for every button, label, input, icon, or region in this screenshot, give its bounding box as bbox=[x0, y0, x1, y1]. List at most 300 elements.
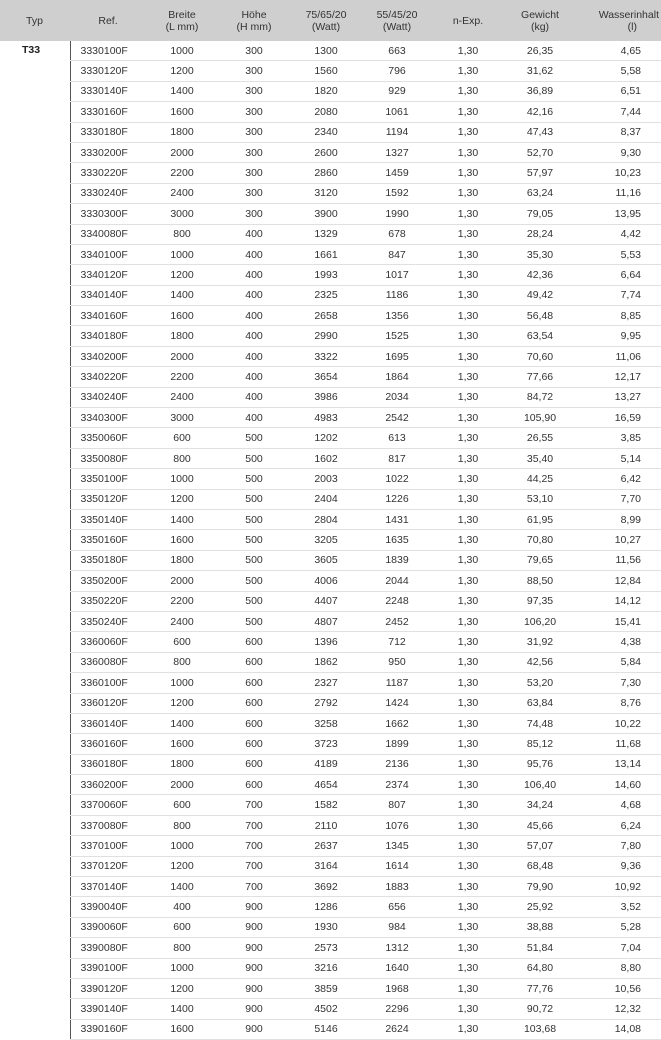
header-gewicht bbox=[504, 0, 576, 41]
breite-cell: 1400 bbox=[146, 81, 218, 101]
ref-cell: 3330220F bbox=[70, 163, 146, 183]
breite-cell: 800 bbox=[146, 938, 218, 958]
n-exp-cell: 1,30 bbox=[432, 550, 504, 570]
output-55-cell: 1186 bbox=[362, 285, 432, 305]
output-55-cell: 1345 bbox=[362, 836, 432, 856]
output-55-cell: 712 bbox=[362, 632, 432, 652]
hoehe-cell: 600 bbox=[218, 652, 290, 672]
output-75-cell: 2327 bbox=[290, 673, 362, 693]
ref-cell: 3390040F bbox=[70, 897, 146, 917]
breite-cell: 800 bbox=[146, 652, 218, 672]
output-75-cell: 3258 bbox=[290, 713, 362, 733]
output-75-cell: 4189 bbox=[290, 754, 362, 774]
hoehe-cell: 500 bbox=[218, 591, 290, 611]
output-75-cell: 1396 bbox=[290, 632, 362, 652]
table-row bbox=[0, 204, 661, 224]
header-ref-label: Ref. bbox=[98, 14, 118, 27]
header-wasserinhalt-unit: (l) bbox=[627, 20, 637, 33]
gewicht-cell: 88,50 bbox=[504, 571, 576, 591]
gewicht-cell: 77,76 bbox=[504, 978, 576, 998]
hoehe-cell: 400 bbox=[218, 326, 290, 346]
table-row bbox=[0, 836, 661, 856]
wasserinhalt-cell: 11,68 bbox=[576, 734, 661, 754]
ref-cell: 3350100F bbox=[70, 469, 146, 489]
breite-cell: 800 bbox=[146, 224, 218, 244]
gewicht-cell: 64,80 bbox=[504, 958, 576, 978]
table-row bbox=[0, 530, 661, 550]
output-75-cell: 3859 bbox=[290, 978, 362, 998]
hoehe-cell: 300 bbox=[218, 61, 290, 81]
ref-cell: 3350220F bbox=[70, 591, 146, 611]
wasserinhalt-cell: 5,84 bbox=[576, 652, 661, 672]
header-gewicht-label: Gewicht bbox=[521, 8, 559, 21]
output-55-cell: 1899 bbox=[362, 734, 432, 754]
hoehe-cell: 900 bbox=[218, 958, 290, 978]
ref-cell: 3340160F bbox=[70, 306, 146, 326]
output-75-cell: 2990 bbox=[290, 326, 362, 346]
table-body bbox=[0, 41, 661, 1040]
output-75-cell: 3986 bbox=[290, 387, 362, 407]
table-row bbox=[0, 367, 661, 387]
wasserinhalt-cell: 10,92 bbox=[576, 877, 661, 897]
n-exp-cell: 1,30 bbox=[432, 938, 504, 958]
hoehe-cell: 500 bbox=[218, 530, 290, 550]
wasserinhalt-cell: 14,12 bbox=[576, 591, 661, 611]
table-row bbox=[0, 795, 661, 815]
table-row bbox=[0, 550, 661, 570]
breite-cell: 2400 bbox=[146, 183, 218, 203]
hoehe-cell: 700 bbox=[218, 856, 290, 876]
hoehe-cell: 400 bbox=[218, 306, 290, 326]
output-75-cell: 4502 bbox=[290, 999, 362, 1019]
breite-cell: 1600 bbox=[146, 1019, 218, 1039]
ref-cell: 3340200F bbox=[70, 346, 146, 366]
gewicht-cell: 35,40 bbox=[504, 448, 576, 468]
n-exp-cell: 1,30 bbox=[432, 652, 504, 672]
output-75-cell: 3205 bbox=[290, 530, 362, 550]
gewicht-cell: 79,65 bbox=[504, 550, 576, 570]
wasserinhalt-cell: 8,80 bbox=[576, 958, 661, 978]
hoehe-cell: 900 bbox=[218, 897, 290, 917]
n-exp-cell: 1,30 bbox=[432, 917, 504, 937]
gewicht-cell: 47,43 bbox=[504, 122, 576, 142]
wasserinhalt-cell: 7,44 bbox=[576, 102, 661, 122]
output-55-cell: 2248 bbox=[362, 591, 432, 611]
gewicht-cell: 103,68 bbox=[504, 1019, 576, 1039]
gewicht-cell: 42,56 bbox=[504, 652, 576, 672]
breite-cell: 600 bbox=[146, 795, 218, 815]
output-75-cell: 4407 bbox=[290, 591, 362, 611]
table-row bbox=[0, 958, 661, 978]
gewicht-cell: 57,97 bbox=[504, 163, 576, 183]
ref-cell: 3390160F bbox=[70, 1019, 146, 1039]
header-typ-label: Typ bbox=[26, 14, 43, 27]
output-75-cell: 1329 bbox=[290, 224, 362, 244]
output-55-cell: 2542 bbox=[362, 408, 432, 428]
output-75-cell: 3216 bbox=[290, 958, 362, 978]
output-55-cell: 984 bbox=[362, 917, 432, 937]
gewicht-cell: 106,20 bbox=[504, 611, 576, 631]
gewicht-cell: 31,92 bbox=[504, 632, 576, 652]
ref-cell: 3330120F bbox=[70, 61, 146, 81]
output-75-cell: 2658 bbox=[290, 306, 362, 326]
breite-cell: 2200 bbox=[146, 163, 218, 183]
wasserinhalt-cell: 14,60 bbox=[576, 775, 661, 795]
breite-cell: 3000 bbox=[146, 408, 218, 428]
n-exp-cell: 1,30 bbox=[432, 877, 504, 897]
hoehe-cell: 500 bbox=[218, 550, 290, 570]
header-output-75-unit: (Watt) bbox=[311, 20, 341, 33]
hoehe-cell: 500 bbox=[218, 611, 290, 631]
hoehe-cell: 400 bbox=[218, 265, 290, 285]
gewicht-cell: 84,72 bbox=[504, 387, 576, 407]
n-exp-cell: 1,30 bbox=[432, 795, 504, 815]
n-exp-cell: 1,30 bbox=[432, 591, 504, 611]
ref-cell: 3370100F bbox=[70, 836, 146, 856]
table-row bbox=[0, 917, 661, 937]
hoehe-cell: 300 bbox=[218, 183, 290, 203]
n-exp-cell: 1,30 bbox=[432, 61, 504, 81]
n-exp-cell: 1,30 bbox=[432, 387, 504, 407]
table-row bbox=[0, 183, 661, 203]
ref-cell: 3390120F bbox=[70, 978, 146, 998]
header-output-55-unit: (Watt) bbox=[382, 20, 412, 33]
hoehe-cell: 300 bbox=[218, 41, 290, 61]
output-75-cell: 3164 bbox=[290, 856, 362, 876]
output-55-cell: 1312 bbox=[362, 938, 432, 958]
header-breite-unit: (L mm) bbox=[165, 20, 199, 33]
n-exp-cell: 1,30 bbox=[432, 163, 504, 183]
header-gewicht-unit: (kg) bbox=[530, 20, 550, 33]
wasserinhalt-cell: 5,28 bbox=[576, 917, 661, 937]
n-exp-cell: 1,30 bbox=[432, 306, 504, 326]
ref-cell: 3340140F bbox=[70, 285, 146, 305]
table-row bbox=[0, 244, 661, 264]
ref-cell: 3350180F bbox=[70, 550, 146, 570]
ref-cell: 3330140F bbox=[70, 81, 146, 101]
gewicht-cell: 53,10 bbox=[504, 489, 576, 509]
output-55-cell: 1356 bbox=[362, 306, 432, 326]
output-75-cell: 1560 bbox=[290, 61, 362, 81]
gewicht-cell: 28,24 bbox=[504, 224, 576, 244]
gewicht-cell: 70,80 bbox=[504, 530, 576, 550]
ref-cell: 3330180F bbox=[70, 122, 146, 142]
output-75-cell: 2792 bbox=[290, 693, 362, 713]
gewicht-cell: 68,48 bbox=[504, 856, 576, 876]
output-75-cell: 4983 bbox=[290, 408, 362, 428]
output-55-cell: 950 bbox=[362, 652, 432, 672]
hoehe-cell: 500 bbox=[218, 489, 290, 509]
output-75-cell: 2110 bbox=[290, 815, 362, 835]
wasserinhalt-cell: 10,23 bbox=[576, 163, 661, 183]
gewicht-cell: 63,24 bbox=[504, 183, 576, 203]
output-55-cell: 1187 bbox=[362, 673, 432, 693]
output-75-cell: 1820 bbox=[290, 81, 362, 101]
gewicht-cell: 61,95 bbox=[504, 509, 576, 529]
n-exp-cell: 1,30 bbox=[432, 265, 504, 285]
wasserinhalt-cell: 6,51 bbox=[576, 81, 661, 101]
ref-cell: 3340240F bbox=[70, 387, 146, 407]
header-hoehe bbox=[218, 0, 290, 41]
breite-cell: 1600 bbox=[146, 530, 218, 550]
gewicht-cell: 70,60 bbox=[504, 346, 576, 366]
n-exp-cell: 1,30 bbox=[432, 897, 504, 917]
output-75-cell: 2080 bbox=[290, 102, 362, 122]
hoehe-cell: 600 bbox=[218, 713, 290, 733]
ref-cell: 3340220F bbox=[70, 367, 146, 387]
header-ref bbox=[70, 0, 146, 41]
ref-cell: 3350160F bbox=[70, 530, 146, 550]
n-exp-cell: 1,30 bbox=[432, 285, 504, 305]
breite-cell: 1000 bbox=[146, 41, 218, 61]
output-75-cell: 2404 bbox=[290, 489, 362, 509]
n-exp-cell: 1,30 bbox=[432, 530, 504, 550]
n-exp-cell: 1,30 bbox=[432, 489, 504, 509]
header-typ bbox=[0, 0, 70, 41]
table-row bbox=[0, 122, 661, 142]
table-row bbox=[0, 999, 661, 1019]
wasserinhalt-cell: 13,27 bbox=[576, 387, 661, 407]
output-55-cell: 1662 bbox=[362, 713, 432, 733]
ref-cell: 3390080F bbox=[70, 938, 146, 958]
output-75-cell: 1582 bbox=[290, 795, 362, 815]
breite-cell: 1000 bbox=[146, 469, 218, 489]
output-55-cell: 663 bbox=[362, 41, 432, 61]
gewicht-cell: 79,90 bbox=[504, 877, 576, 897]
hoehe-cell: 400 bbox=[218, 367, 290, 387]
hoehe-cell: 300 bbox=[218, 102, 290, 122]
table-row bbox=[0, 142, 661, 162]
ref-cell: 3350200F bbox=[70, 571, 146, 591]
n-exp-cell: 1,30 bbox=[432, 1019, 504, 1039]
wasserinhalt-cell: 7,30 bbox=[576, 673, 661, 693]
table-row bbox=[0, 163, 661, 183]
wasserinhalt-cell: 7,04 bbox=[576, 938, 661, 958]
wasserinhalt-cell: 16,59 bbox=[576, 408, 661, 428]
breite-cell: 1200 bbox=[146, 489, 218, 509]
wasserinhalt-cell: 7,70 bbox=[576, 489, 661, 509]
output-55-cell: 2452 bbox=[362, 611, 432, 631]
n-exp-cell: 1,30 bbox=[432, 367, 504, 387]
table-row bbox=[0, 285, 661, 305]
gewicht-cell: 105,90 bbox=[504, 408, 576, 428]
n-exp-cell: 1,30 bbox=[432, 509, 504, 529]
output-55-cell: 1327 bbox=[362, 142, 432, 162]
output-55-cell: 2374 bbox=[362, 775, 432, 795]
breite-cell: 1400 bbox=[146, 509, 218, 529]
output-75-cell: 4006 bbox=[290, 571, 362, 591]
n-exp-cell: 1,30 bbox=[432, 713, 504, 733]
wasserinhalt-cell: 9,30 bbox=[576, 142, 661, 162]
n-exp-cell: 1,30 bbox=[432, 571, 504, 591]
breite-cell: 800 bbox=[146, 815, 218, 835]
wasserinhalt-cell: 5,14 bbox=[576, 448, 661, 468]
ref-cell: 3370080F bbox=[70, 815, 146, 835]
breite-cell: 1600 bbox=[146, 734, 218, 754]
hoehe-cell: 500 bbox=[218, 571, 290, 591]
table-row bbox=[0, 489, 661, 509]
wasserinhalt-cell: 3,85 bbox=[576, 428, 661, 448]
table-row bbox=[0, 754, 661, 774]
ref-cell: 3330200F bbox=[70, 142, 146, 162]
gewicht-cell: 25,92 bbox=[504, 897, 576, 917]
header-breite bbox=[146, 0, 218, 41]
breite-cell: 1800 bbox=[146, 122, 218, 142]
output-75-cell: 2573 bbox=[290, 938, 362, 958]
header-output-75-label: 75/65/20 bbox=[305, 8, 347, 21]
output-75-cell: 3322 bbox=[290, 346, 362, 366]
header-n-exp-label: n-Exp. bbox=[452, 14, 484, 27]
output-55-cell: 796 bbox=[362, 61, 432, 81]
output-75-cell: 2325 bbox=[290, 285, 362, 305]
output-55-cell: 847 bbox=[362, 244, 432, 264]
ref-cell: 3360180F bbox=[70, 754, 146, 774]
gewicht-cell: 106,40 bbox=[504, 775, 576, 795]
ref-cell: 3370060F bbox=[70, 795, 146, 815]
header-output-75 bbox=[290, 0, 362, 41]
ref-cell: 3340300F bbox=[70, 408, 146, 428]
output-75-cell: 2860 bbox=[290, 163, 362, 183]
gewicht-cell: 79,05 bbox=[504, 204, 576, 224]
breite-cell: 1600 bbox=[146, 306, 218, 326]
wasserinhalt-cell: 6,24 bbox=[576, 815, 661, 835]
gewicht-cell: 42,36 bbox=[504, 265, 576, 285]
output-55-cell: 1635 bbox=[362, 530, 432, 550]
table-row bbox=[0, 387, 661, 407]
output-75-cell: 3120 bbox=[290, 183, 362, 203]
gewicht-cell: 56,48 bbox=[504, 306, 576, 326]
ref-cell: 3360100F bbox=[70, 673, 146, 693]
table-row bbox=[0, 734, 661, 754]
header-hoehe-unit: (H mm) bbox=[236, 20, 272, 33]
output-55-cell: 1022 bbox=[362, 469, 432, 489]
hoehe-cell: 400 bbox=[218, 387, 290, 407]
hoehe-cell: 400 bbox=[218, 224, 290, 244]
output-55-cell: 1614 bbox=[362, 856, 432, 876]
wasserinhalt-cell: 4,68 bbox=[576, 795, 661, 815]
breite-cell: 1800 bbox=[146, 754, 218, 774]
header-wasserinhalt-label: Wasserinhalt bbox=[598, 8, 659, 21]
n-exp-cell: 1,30 bbox=[432, 408, 504, 428]
breite-cell: 1000 bbox=[146, 958, 218, 978]
ref-cell: 3350120F bbox=[70, 489, 146, 509]
table-row bbox=[0, 815, 661, 835]
typ-cell: T33 bbox=[22, 44, 41, 56]
ref-cell: 3340080F bbox=[70, 224, 146, 244]
output-75-cell: 1202 bbox=[290, 428, 362, 448]
table-row bbox=[0, 346, 661, 366]
n-exp-cell: 1,30 bbox=[432, 958, 504, 978]
output-55-cell: 2044 bbox=[362, 571, 432, 591]
table-row bbox=[0, 632, 661, 652]
output-75-cell: 1286 bbox=[290, 897, 362, 917]
table-row bbox=[0, 775, 661, 795]
breite-cell: 1000 bbox=[146, 836, 218, 856]
header-wasserinhalt bbox=[576, 0, 661, 41]
wasserinhalt-cell: 14,08 bbox=[576, 1019, 661, 1039]
ref-cell: 3340100F bbox=[70, 244, 146, 264]
ref-cell: 3390140F bbox=[70, 999, 146, 1019]
gewicht-cell: 63,54 bbox=[504, 326, 576, 346]
breite-cell: 800 bbox=[146, 448, 218, 468]
breite-cell: 1800 bbox=[146, 550, 218, 570]
hoehe-cell: 700 bbox=[218, 815, 290, 835]
hoehe-cell: 400 bbox=[218, 285, 290, 305]
n-exp-cell: 1,30 bbox=[432, 122, 504, 142]
hoehe-cell: 300 bbox=[218, 122, 290, 142]
hoehe-cell: 300 bbox=[218, 81, 290, 101]
gewicht-cell: 51,84 bbox=[504, 938, 576, 958]
output-55-cell: 1864 bbox=[362, 367, 432, 387]
n-exp-cell: 1,30 bbox=[432, 346, 504, 366]
n-exp-cell: 1,30 bbox=[432, 611, 504, 631]
breite-cell: 600 bbox=[146, 632, 218, 652]
ref-cell: 3360200F bbox=[70, 775, 146, 795]
hoehe-cell: 400 bbox=[218, 346, 290, 366]
output-75-cell: 5146 bbox=[290, 1019, 362, 1039]
ref-cell: 3330240F bbox=[70, 183, 146, 203]
hoehe-cell: 700 bbox=[218, 877, 290, 897]
table-row bbox=[0, 856, 661, 876]
hoehe-cell: 600 bbox=[218, 632, 290, 652]
gewicht-cell: 97,35 bbox=[504, 591, 576, 611]
wasserinhalt-cell: 3,52 bbox=[576, 897, 661, 917]
breite-cell: 1400 bbox=[146, 285, 218, 305]
table-row bbox=[0, 265, 661, 285]
output-75-cell: 2600 bbox=[290, 142, 362, 162]
hoehe-cell: 300 bbox=[218, 163, 290, 183]
wasserinhalt-cell: 12,17 bbox=[576, 367, 661, 387]
output-55-cell: 1839 bbox=[362, 550, 432, 570]
output-75-cell: 3900 bbox=[290, 204, 362, 224]
n-exp-cell: 1,30 bbox=[432, 142, 504, 162]
output-55-cell: 2624 bbox=[362, 1019, 432, 1039]
n-exp-cell: 1,30 bbox=[432, 41, 504, 61]
table-row bbox=[0, 509, 661, 529]
output-55-cell: 2296 bbox=[362, 999, 432, 1019]
output-55-cell: 1076 bbox=[362, 815, 432, 835]
hoehe-cell: 500 bbox=[218, 428, 290, 448]
breite-cell: 2400 bbox=[146, 611, 218, 631]
wasserinhalt-cell: 10,27 bbox=[576, 530, 661, 550]
output-55-cell: 1695 bbox=[362, 346, 432, 366]
gewicht-cell: 26,55 bbox=[504, 428, 576, 448]
hoehe-cell: 400 bbox=[218, 408, 290, 428]
breite-cell: 1800 bbox=[146, 326, 218, 346]
ref-cell: 3360060F bbox=[70, 632, 146, 652]
output-55-cell: 1640 bbox=[362, 958, 432, 978]
gewicht-cell: 85,12 bbox=[504, 734, 576, 754]
wasserinhalt-cell: 11,56 bbox=[576, 550, 661, 570]
table-row bbox=[0, 877, 661, 897]
output-75-cell: 1930 bbox=[290, 917, 362, 937]
n-exp-cell: 1,30 bbox=[432, 102, 504, 122]
ref-cell: 3340180F bbox=[70, 326, 146, 346]
breite-cell: 1000 bbox=[146, 244, 218, 264]
output-55-cell: 1968 bbox=[362, 978, 432, 998]
ref-cell: 3350140F bbox=[70, 509, 146, 529]
breite-cell: 1200 bbox=[146, 978, 218, 998]
table-row bbox=[0, 1019, 661, 1039]
gewicht-cell: 35,30 bbox=[504, 244, 576, 264]
output-75-cell: 2340 bbox=[290, 122, 362, 142]
gewicht-cell: 44,25 bbox=[504, 469, 576, 489]
wasserinhalt-cell: 11,06 bbox=[576, 346, 661, 366]
wasserinhalt-cell: 7,80 bbox=[576, 836, 661, 856]
wasserinhalt-cell: 8,85 bbox=[576, 306, 661, 326]
breite-cell: 400 bbox=[146, 897, 218, 917]
gewicht-cell: 57,07 bbox=[504, 836, 576, 856]
